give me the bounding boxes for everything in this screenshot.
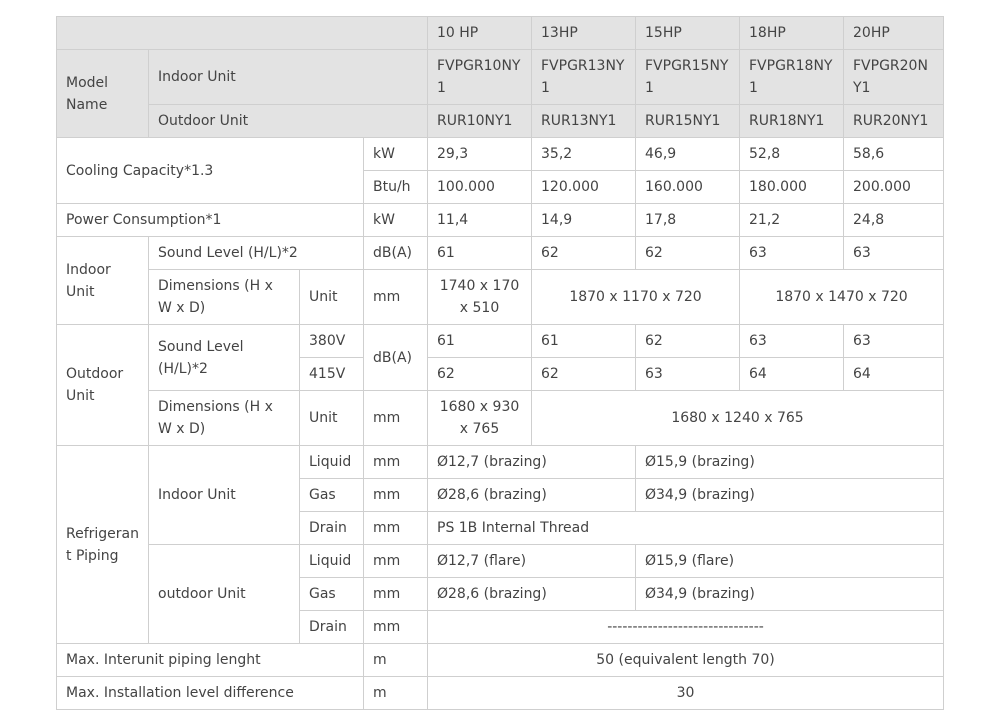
value-cell: 63 — [740, 237, 844, 270]
indoor-sound-row — [57, 237, 944, 270]
header-row-hp — [57, 17, 944, 50]
outdoor-unit-group-label: Outdoor Unit — [57, 325, 149, 446]
value-cell: 1740 x 170 x 510 — [428, 270, 532, 325]
outdoor-model-cell: RUR15NY1 — [636, 105, 740, 138]
value-cell: 1680 x 930 x 765 — [428, 391, 532, 446]
indoor-model-cell: FVPGR20NY1 — [844, 50, 944, 105]
unit-cell: kW — [364, 204, 428, 237]
dimension-sub-label: Unit — [300, 270, 364, 325]
refrigerant-piping-label: Refrigerant Piping — [57, 446, 149, 644]
outdoor-model-cell: RUR18NY1 — [740, 105, 844, 138]
hp-cell: 10 HP — [428, 17, 532, 50]
value-cell: Ø34,9 (brazing) — [636, 578, 944, 611]
value-cell: PS 1B Internal Thread — [428, 512, 944, 545]
value-cell: 63 — [740, 325, 844, 358]
piping-indoor-unit-label: Indoor Unit — [149, 446, 300, 545]
indoor-model-cell: FVPGR13NY1 — [532, 50, 636, 105]
value-cell: Ø28,6 (brazing) — [428, 578, 636, 611]
value-cell: 24,8 — [844, 204, 944, 237]
value-cell: Ø15,9 (brazing) — [636, 446, 944, 479]
value-cell: 14,9 — [532, 204, 636, 237]
value-cell: Ø12,7 (flare) — [428, 545, 636, 578]
cooling-kw-row — [57, 138, 944, 171]
value-cell: 17,8 — [636, 204, 740, 237]
unit-cell: m — [364, 644, 428, 677]
value-cell: 30 — [428, 677, 944, 710]
value-cell: 46,9 — [636, 138, 740, 171]
value-cell: 52,8 — [740, 138, 844, 171]
unit-cell: dB(A) — [364, 325, 428, 391]
unit-cell: m — [364, 677, 428, 710]
unit-cell: dB(A) — [364, 237, 428, 270]
value-cell: 62 — [532, 237, 636, 270]
value-cell: 120.000 — [532, 171, 636, 204]
value-cell: 63 — [844, 237, 944, 270]
unit-cell: mm — [364, 446, 428, 479]
value-cell: 63 — [844, 325, 944, 358]
voltage-label: 380V — [300, 325, 364, 358]
indoor-unit-group-label: Indoor Unit — [57, 237, 149, 325]
power-consumption-label: Power Consumption*1 — [57, 204, 364, 237]
value-cell: 160.000 — [636, 171, 740, 204]
outdoor-dimensions-label: Dimensions (H x W x D) — [149, 391, 300, 446]
value-cell: 11,4 — [428, 204, 532, 237]
value-cell: 61 — [428, 237, 532, 270]
value-cell: 1680 x 1240 x 765 — [532, 391, 944, 446]
piping-indoor-liquid-row — [57, 446, 944, 479]
indoor-unit-label: Indoor Unit — [149, 50, 428, 105]
value-cell: Ø15,9 (flare) — [636, 545, 944, 578]
outdoor-model-cell: RUR13NY1 — [532, 105, 636, 138]
model-name-label: Model Name — [57, 50, 149, 138]
indoor-model-cell: FVPGR10NY1 — [428, 50, 532, 105]
unit-cell: kW — [364, 138, 428, 171]
value-cell: 62 — [532, 358, 636, 391]
header-row-indoor-model — [57, 50, 944, 105]
outdoor-dimensions-row — [57, 391, 944, 446]
pipe-type-label: Liquid — [300, 446, 364, 479]
unit-cell: mm — [364, 545, 428, 578]
value-cell: 58,6 — [844, 138, 944, 171]
pipe-type-label: Drain — [300, 611, 364, 644]
indoor-dimensions-row — [57, 270, 944, 325]
outdoor-unit-label: Outdoor Unit — [149, 105, 428, 138]
value-cell: 61 — [428, 325, 532, 358]
power-row — [57, 204, 944, 237]
max-level-row — [57, 677, 944, 710]
unit-cell: mm — [364, 270, 428, 325]
hp-cell: 15HP — [636, 17, 740, 50]
value-cell: 100.000 — [428, 171, 532, 204]
header-row-outdoor-model — [57, 105, 944, 138]
outdoor-sound-380-row — [57, 325, 944, 358]
outdoor-model-cell: RUR20NY1 — [844, 105, 944, 138]
value-cell: 64 — [740, 358, 844, 391]
value-cell: 64 — [844, 358, 944, 391]
piping-outdoor-unit-label: outdoor Unit — [149, 545, 300, 644]
pipe-type-label: Gas — [300, 479, 364, 512]
value-cell: 62 — [636, 325, 740, 358]
unit-cell: mm — [364, 479, 428, 512]
max-level-difference-label: Max. Installation level difference — [57, 677, 364, 710]
value-cell: 200.000 — [844, 171, 944, 204]
spec-table — [56, 16, 944, 710]
dimension-sub-label: Unit — [300, 391, 364, 446]
unit-cell: mm — [364, 512, 428, 545]
value-cell: Ø34,9 (brazing) — [636, 479, 944, 512]
pipe-type-label: Liquid — [300, 545, 364, 578]
hp-cell: 13HP — [532, 17, 636, 50]
unit-cell: Btu/h — [364, 171, 428, 204]
hp-cell: 20HP — [844, 17, 944, 50]
value-cell: Ø12,7 (brazing) — [428, 446, 636, 479]
indoor-dimensions-label: Dimensions (H x W x D) — [149, 270, 300, 325]
value-cell: 180.000 — [740, 171, 844, 204]
unit-cell: mm — [364, 391, 428, 446]
value-cell: 50 (equivalent length 70) — [428, 644, 944, 677]
value-cell: Ø28,6 (brazing) — [428, 479, 636, 512]
indoor-model-cell: FVPGR18NY1 — [740, 50, 844, 105]
max-length-row — [57, 644, 944, 677]
max-piping-length-label: Max. Interunit piping lenght — [57, 644, 364, 677]
voltage-label: 415V — [300, 358, 364, 391]
cooling-capacity-label: Cooling Capacity*1.3 — [57, 138, 364, 204]
piping-outdoor-liquid-row — [57, 545, 944, 578]
value-cell: 62 — [428, 358, 532, 391]
value-cell: 63 — [636, 358, 740, 391]
pipe-type-label: Gas — [300, 578, 364, 611]
value-cell: 35,2 — [532, 138, 636, 171]
value-cell: 29,3 — [428, 138, 532, 171]
header-blank — [57, 17, 428, 50]
pipe-type-label: Drain — [300, 512, 364, 545]
hp-cell: 18HP — [740, 17, 844, 50]
value-cell: 62 — [636, 237, 740, 270]
indoor-sound-label: Sound Level (H/L)*2 — [149, 237, 364, 270]
unit-cell: mm — [364, 578, 428, 611]
value-cell: 21,2 — [740, 204, 844, 237]
value-cell: 61 — [532, 325, 636, 358]
value-cell: 1870 x 1470 x 720 — [740, 270, 944, 325]
unit-cell: mm — [364, 611, 428, 644]
value-cell: ------------------------------- — [428, 611, 944, 644]
outdoor-sound-label: Sound Level (H/L)*2 — [149, 325, 300, 391]
value-cell: 1870 x 1170 x 720 — [532, 270, 740, 325]
indoor-model-cell: FVPGR15NY1 — [636, 50, 740, 105]
outdoor-model-cell: RUR10NY1 — [428, 105, 532, 138]
